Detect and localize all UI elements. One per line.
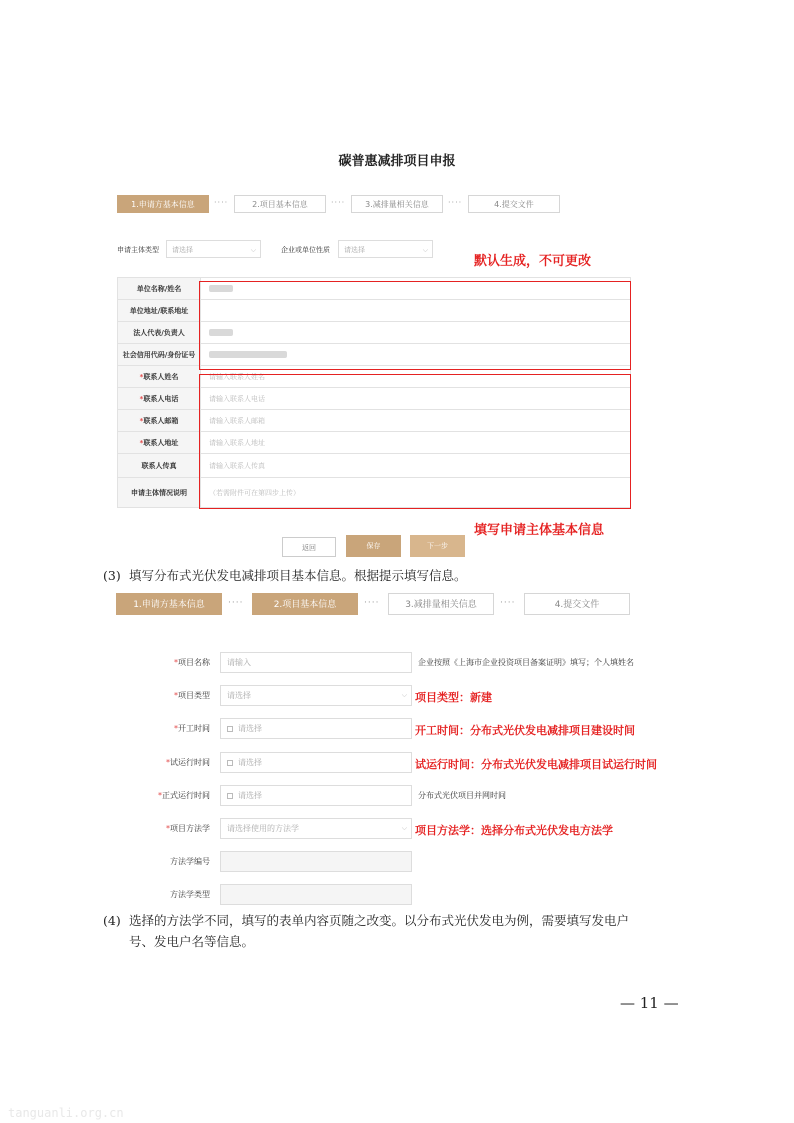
methodology-select[interactable]: 请选择使用的方法学 ⌵ (220, 818, 412, 839)
start-time-picker[interactable]: 请选择 (220, 718, 412, 739)
note-project-type: 项目类型：新建 (415, 691, 492, 704)
note-project-name: 企业按照《上海市企业投资项目备案证明》填写；个人填姓名 (418, 658, 634, 667)
formal-time-label: *正式运行时间 (158, 791, 210, 800)
step-2[interactable]: 2.项目基本信息 (234, 195, 326, 213)
methodology-number-label: 方法学编号 (170, 857, 210, 866)
methodology-number-field (220, 851, 412, 872)
step-4[interactable]: 4.提交文件 (524, 593, 630, 615)
methodology-label: *项目方法学 (166, 824, 210, 833)
step-dots: ···· (228, 598, 244, 608)
annotation-box-default (199, 281, 631, 370)
note-methodology: 项目方法学：选择分布式光伏发电方法学 (415, 824, 613, 837)
contact-fax-input[interactable]: 请输入联系人传真 (201, 454, 631, 478)
chevron-down-icon: ⌵ (401, 691, 407, 699)
paragraph-3: (3) 填写分布式光伏发电减排项目基本信息。根据提示填写信息。 (103, 568, 467, 583)
methodology-type-field (220, 884, 412, 905)
paragraph-4: (4) 选择的方法学不同，填写的表单内容页随之改变。以分布式光伏发电为例，需要填写发电户 号、发电户名等信息。 (103, 913, 630, 949)
note-trial-time: 试运行时间：分布式光伏发电减排项目试运行时间 (415, 758, 657, 771)
next-button[interactable]: 下一步 (410, 535, 465, 557)
unit-nature-select[interactable] (338, 240, 433, 258)
calendar-icon (227, 726, 233, 732)
project-name-input[interactable]: 请输入 (220, 652, 412, 673)
row-key: 单位名称/姓名 (118, 278, 201, 300)
step-4[interactable]: 4.提交文件 (468, 195, 560, 213)
step-dots: ···· (364, 598, 380, 608)
step-2[interactable]: 2.项目基本信息 (252, 593, 358, 615)
annotation-fill: 填写申请主体基本信息 (474, 523, 605, 538)
step-dots: ···· (214, 198, 229, 207)
contact-phone-input[interactable]: 请输入联系人电话 (201, 388, 631, 410)
chevron-down-icon: ⌵ (422, 246, 428, 254)
row-key: *联系人地址 (118, 432, 201, 454)
trial-time-picker[interactable]: 请选择 (220, 752, 412, 773)
row-key: 法人代表/负责人 (118, 322, 201, 344)
unit-nature-label: 企业或单位性质 (281, 246, 330, 254)
note-start-time: 开工时间：分布式光伏发电减排项目建设时间 (415, 724, 635, 737)
annotation-default: 默认生成，不可更改 (474, 254, 592, 269)
row-key: 社会信用代码/身份证号 (118, 344, 201, 366)
save-button[interactable]: 保存 (346, 535, 401, 557)
applicant-description-input[interactable]: （若需附件可在第四步上传） (201, 478, 631, 508)
row-key: 联系人传真 (118, 454, 201, 478)
step-3[interactable]: 3.减排量相关信息 (388, 593, 494, 615)
back-button[interactable]: 返回 (282, 537, 336, 557)
row-key: 申请主体情况说明 (118, 478, 201, 508)
project-name-label: *项目名称 (174, 658, 210, 667)
step-dots: ···· (331, 198, 346, 207)
contact-address-input[interactable]: 请输入联系人地址 (201, 432, 631, 454)
formal-time-picker[interactable]: 请选择 (220, 785, 412, 806)
project-type-select[interactable]: 请选择 ⌵ (220, 685, 412, 706)
trial-time-label: *试运行时间 (166, 758, 210, 767)
chevron-down-icon: ⌵ (250, 246, 256, 254)
step-1[interactable]: 1.申请方基本信息 (116, 593, 222, 615)
project-type-label: *项目类型 (174, 691, 210, 700)
page-title: 碳普惠减排项目申报 (338, 154, 456, 169)
row-key: 单位地址/联系地址 (118, 300, 201, 322)
chevron-down-icon: ⌵ (401, 824, 407, 832)
row-key: *联系人姓名 (118, 366, 201, 388)
contact-name-input[interactable]: 请输入联系人姓名 (201, 366, 631, 388)
note-formal-time: 分布式光伏项目并网时间 (418, 791, 506, 800)
start-time-label: *开工时间 (174, 724, 210, 733)
calendar-icon (227, 793, 233, 799)
step-3[interactable]: 3.减排量相关信息 (351, 195, 443, 213)
row-key: *联系人电话 (118, 388, 201, 410)
unit-nature-placeholder: 请选择 (344, 246, 365, 254)
applicant-type-label: 申请主体类型 (117, 246, 159, 254)
methodology-type-label: 方法学类型 (170, 890, 210, 899)
applicant-type-placeholder: 请选择 (172, 246, 193, 254)
step-1[interactable]: 1.申请方基本信息 (117, 195, 209, 213)
applicant-type-select[interactable] (166, 240, 261, 258)
step-dots: ···· (448, 198, 463, 207)
annotation-box-fill (199, 374, 631, 509)
row-key: *联系人邮箱 (118, 410, 201, 432)
watermark: tanguanli.org.cn (8, 1106, 124, 1120)
calendar-icon (227, 760, 233, 766)
step-dots: ···· (500, 598, 516, 608)
contact-email-input[interactable]: 请输入联系人邮箱 (201, 410, 631, 432)
